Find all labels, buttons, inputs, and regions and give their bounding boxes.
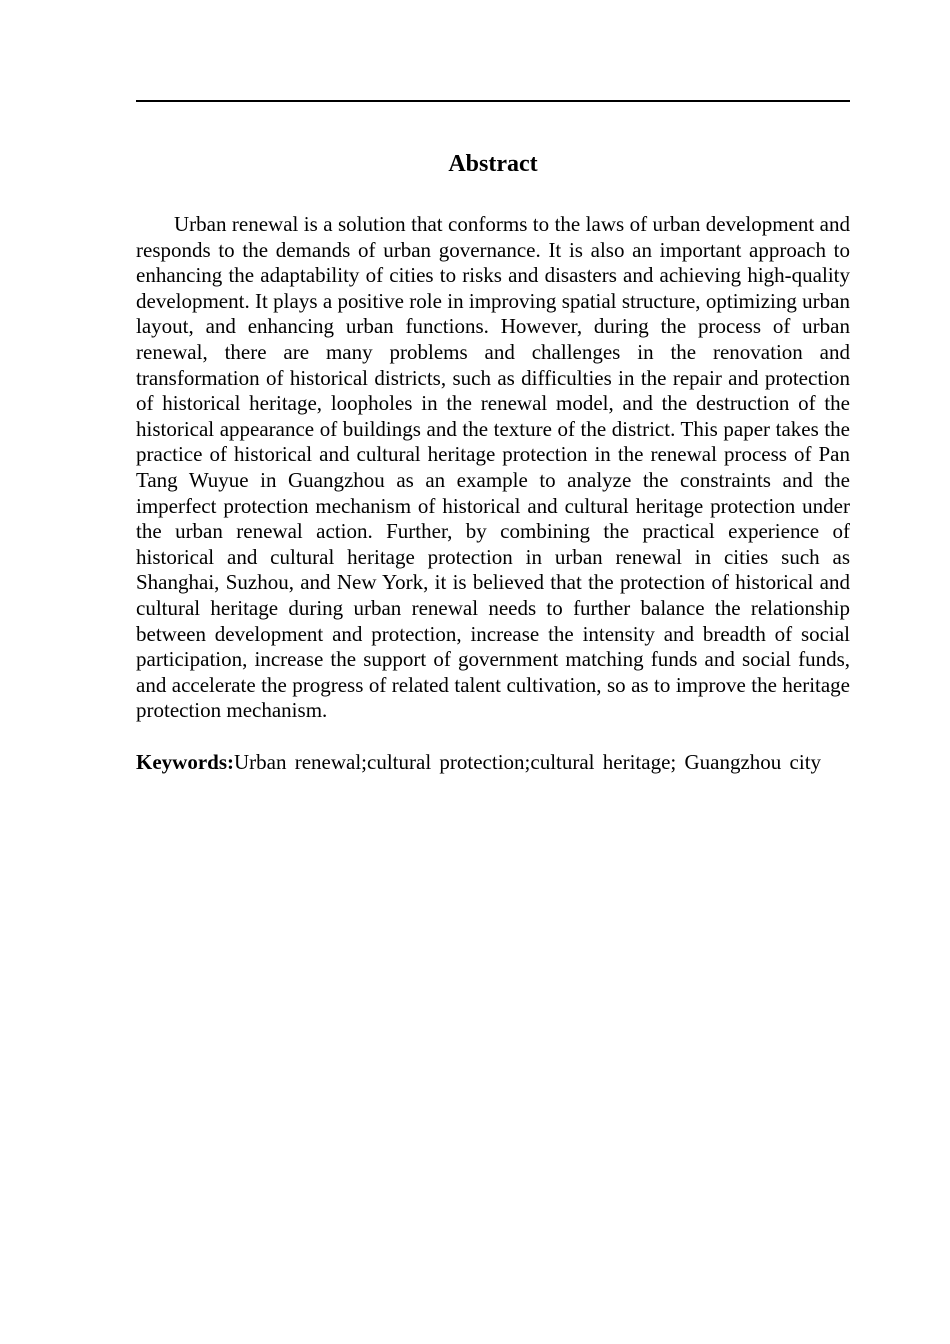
keywords-line — [136, 750, 836, 776]
keywords-label: Keywords: — [136, 750, 234, 774]
keywords-value: Urban renewal;cultural protection;cultural heritage; Guangzhou city — [234, 750, 822, 774]
page-title: Abstract — [448, 151, 538, 177]
abstract-paragraph: Urban renewal is a solution that conforms to the laws of urban development and responds to the demands of urban governance. It is also an important approach to enhancing the adaptability of cities to risks and disasters and achieving high-quality development. It plays a positive role in improving spatial structure, optimizing urban layout, and enhancing urban functions. However, during the process of urban renewal, there are many problems and challenges in the renovation and transformation of historical districts, such as difficulties in the repair and protection of historical heritage, loopholes in the renewal model, and the destruction of the historical appearance of buildings and the texture of the district. This paper takes the practice of historical and cultural heritage protection in the renewal process of Pan Tang Wuyue in Guangzhou as an example to analyze the constraints and the imperfect protection mechanism of historical and cultural heritage protection under the urban renewal action. Further, by combining the practical experience of historical and cultural heritage protection in urban renewal in cities such as Shanghai, Suzhou, and New York, it is believed that the protection of historical and cultural heritage during urban renewal needs to further balance the relationship between development and protection, increase the intensity and breadth of social participation, increase the support of government matching funds and social funds, and accelerate the progress of related talent cultivation, so as to improve the heritage protection mechanism. — [136, 212, 850, 723]
header-rule — [136, 100, 850, 102]
